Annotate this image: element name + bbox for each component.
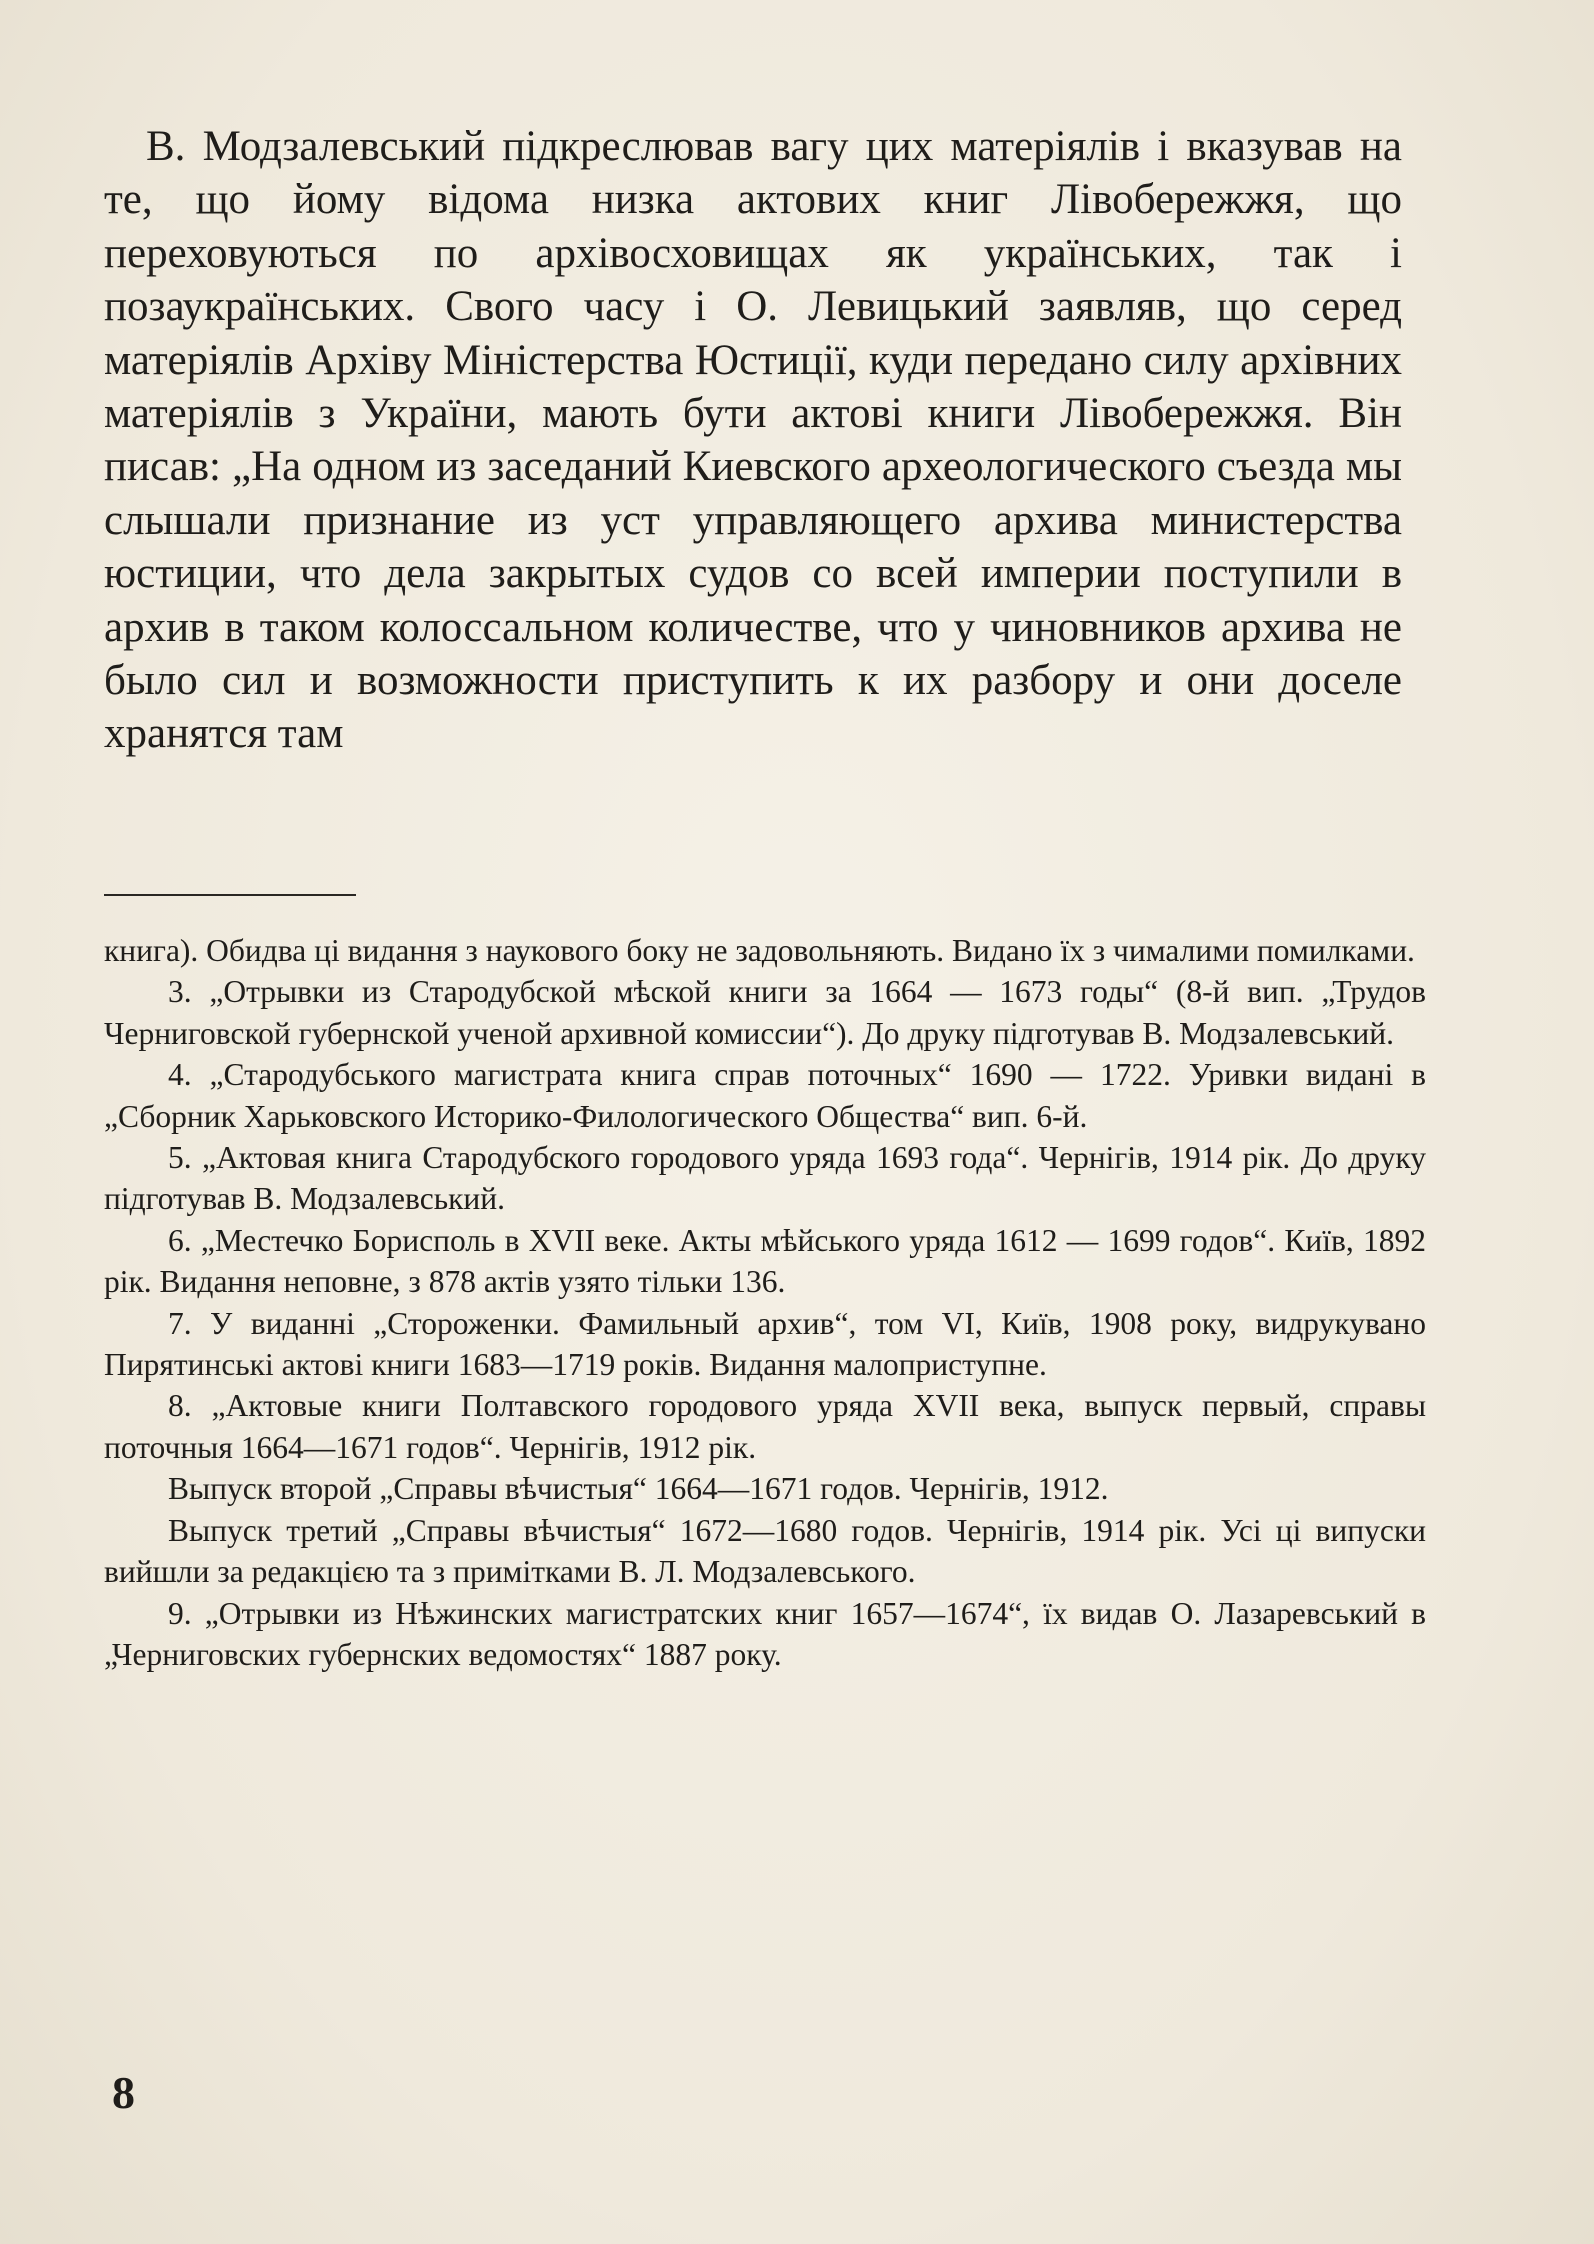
footnote-4: 4. „Стародубського магистрата книга справ поточных“ 1690 — 1722. Уривки видані в „Сборник Харьковского Историко-Филологического Общества“ вип. 6-й. <box>104 1057 1426 1134</box>
page-number: 8 <box>112 2067 135 2118</box>
footnote-9: 9. „Отрывки из Нѣжинских магистратских книг 1657—1674“, їх видав О. Лазаревський в „Черниговских губернских ведомостях“ 1887 року. <box>104 1595 1426 1672</box>
main-paragraph: В. Модзалевський підкреслював вагу цих матеріялів і вказував на те, що йому відома низка актових книг Лівобережжя, що переховуються по архівосховищах як українських, так і позаукраїнських. Свого часу і О. Левицький заявляв, що серед матеріялів Архіву Міністерства Юстиції, куди передано силу архівних матеріялів з України, мають бути актові книги Лівобережжя. Він писав: „На одном из заседаний Киевского археологического съезда мы слышали признание из уст управляющего архива министерства юстиции, что дела закрытых судов со всей империи поступили в архив в таком колоссальном количестве, что у чиновников архива не было сил и возможности приступить к их разбору и они доселе хранятся там <box>104 123 1402 758</box>
footnote-3: 3. „Отрывки из Стародубской мѣской книги за 1664 — 1673 годы“ (8-й вип. „Трудов Черниговской губернской ученой архивной комиссии“). До друку підготував В. Модзалевський. <box>104 974 1426 1051</box>
footnote-8-issue-3: Выпуск третий „Справы вѣчистыя“ 1672—1680 годов. Чернігів, 1914 рік. Усі ці випуски вийшли за редакцією та з примітками В. Л. Модзалевського. <box>104 1512 1426 1590</box>
footnote-6: 6. „Местечко Борисполь в XVII веке. Акты мѣйського уряда 1612 — 1699 годов“. Київ, 1892 рік. Видання неповне, з 878 актів узято тільки 136. <box>104 1222 1426 1300</box>
footnotes-block <box>104 930 1426 1675</box>
footnote-separator <box>104 894 356 896</box>
footnote-7: 7. У виданні „Стороженки. Фамильный архив“, том VI, Київ, 1908 року, видрукувано Пирятинські актові книги 1683—1719 років. Видання малоприступне. <box>104 1305 1426 1383</box>
main-text-block <box>104 120 1402 761</box>
footnote-8: 8. „Актовые книги Полтавского городового уряда XVII века, выпуск первый, справы поточныя 1664—1671 годов“. Чернігів, 1912 рік. <box>104 1388 1426 1465</box>
footnote-5: 5. „Актовая книга Стародубского городового уряда 1693 года“. Чернігів, 1914 рік. До друку підготував В. Модзалевський. <box>104 1140 1426 1217</box>
footnote-continuation: книга). Обидва ці видання з наукового боку не задовольняють. Видано їх з чималими помилками. <box>104 933 1415 968</box>
footnote-8-issue-2: Выпуск второй „Справы вѣчистыя“ 1664—1671 годов. Чернігів, 1912. <box>168 1471 1109 1507</box>
